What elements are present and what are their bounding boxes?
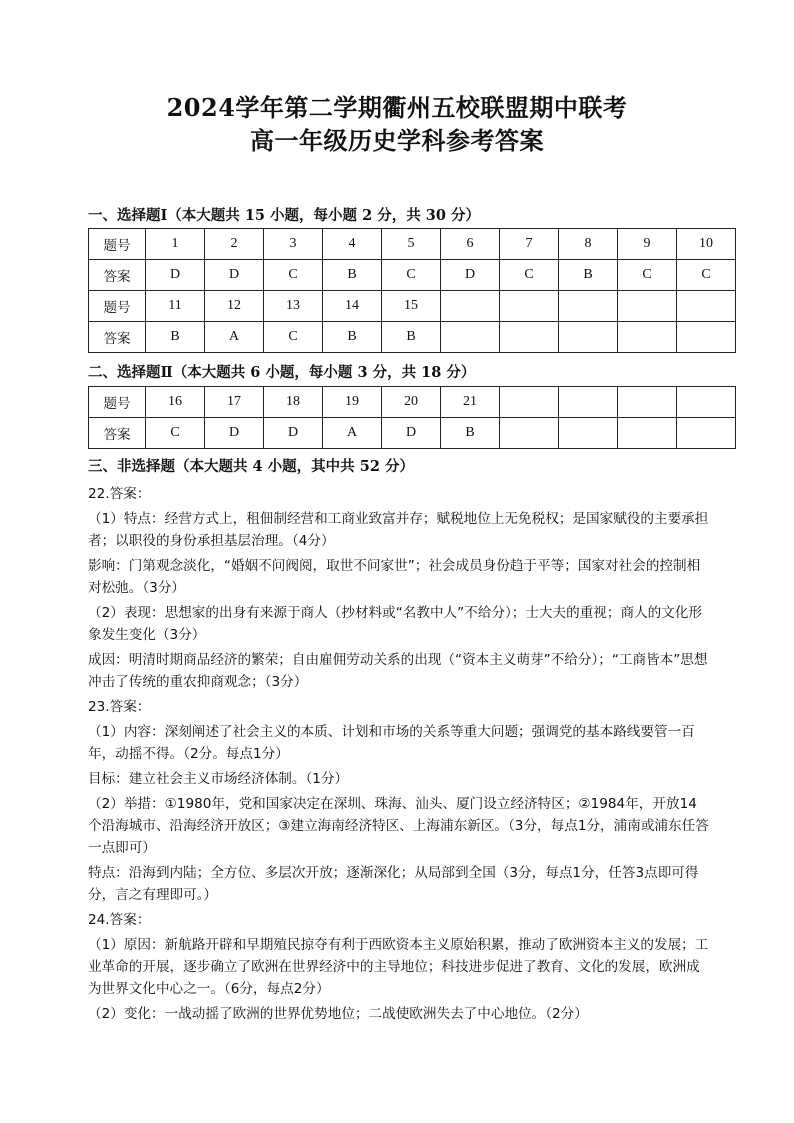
q22-part1-impact: 影响：门第观念淡化，“婚姻不问阀阅，取世不问家世”；社会成员身份趋于平等；国家对社会的控制相对松弛。（3分） (88, 558, 701, 596)
answer-cell: B (146, 322, 205, 353)
q24-part1-reasons: （1）原因：新航路开辟和早期殖民掠夺有利于西欧资本主义原始积累，推动了欧洲资本主义的发展；工业革命的开展，逐步确立了欧洲在世界经济中的主导地位；科技进步促进了教育、文化的发展，欧洲成为世界文化中心之一。（6分，每点2分） (88, 937, 709, 997)
question-label: 题号 (89, 229, 146, 260)
empty-cell (559, 387, 618, 418)
q23-label: 23.答案： (88, 699, 151, 715)
table-row (89, 387, 736, 418)
empty-cell (500, 387, 559, 418)
answer-cell: D (205, 260, 264, 291)
section3-heading: 三、非选择题（本大题共 4 小题，其中共 52 分） (88, 458, 414, 475)
answer-cell: C (618, 260, 677, 291)
answer-label: 答案 (89, 418, 146, 449)
section2-heading: 二、选择题Ⅱ（本大题共 6 小题，每小题 3 分，共 18 分） (88, 364, 476, 381)
q23-part2-measures: （2）举措：①1980年，党和国家决定在深圳、珠海、汕头、厦门设立经济特区；②1984年，开放14个沿海城市、沿海经济开放区；③建立海南经济特区、上海浦东新区。（3分，每点1分，浦南或浦东任答一点即可） (88, 796, 709, 856)
answer-cell: C (146, 418, 205, 449)
table-row (89, 291, 736, 322)
answer-cell: C (264, 260, 323, 291)
question-number: 16 (146, 387, 205, 418)
question-label: 题号 (89, 387, 146, 418)
empty-cell (677, 291, 736, 322)
empty-cell (618, 322, 677, 353)
question-number: 13 (264, 291, 323, 322)
answer-cell: C (264, 322, 323, 353)
empty-cell (618, 387, 677, 418)
question-number: 17 (205, 387, 264, 418)
answer-cell: B (382, 322, 441, 353)
question-number: 8 (559, 229, 618, 260)
empty-cell (618, 291, 677, 322)
section1-answer-table (88, 228, 736, 353)
question-number: 3 (264, 229, 323, 260)
question-number: 11 (146, 291, 205, 322)
answer-cell: D (382, 418, 441, 449)
exam-subtitle: 高一年级历史学科参考答案 (250, 126, 544, 155)
empty-cell (559, 418, 618, 449)
table-row (89, 418, 736, 449)
question-number: 19 (323, 387, 382, 418)
answer-cell: A (205, 322, 264, 353)
question-number: 2 (205, 229, 264, 260)
q22-label: 22.答案： (88, 486, 151, 502)
question-label: 题号 (89, 291, 146, 322)
empty-cell (441, 322, 500, 353)
empty-cell (500, 418, 559, 449)
q22-part1-features: （1）特点：经营方式上，租佃制经营和工商业致富并存；赋税地位上无免税权；是国家赋役的主要承担者；以职役的身份承担基层治理。（4分） (88, 511, 709, 549)
question-number: 6 (441, 229, 500, 260)
answer-cell: D (441, 260, 500, 291)
empty-cell (500, 322, 559, 353)
section1-heading: 一、选择题Ⅰ（本大题共 15 小题，每小题 2 分，共 30 分） (88, 207, 481, 224)
question-number: 18 (264, 387, 323, 418)
q22-part2-causes: 成因：明清时期商品经济的繁荣；自由雇佣劳动关系的出现（“资本主义萌芽”不给分）；“工商皆本”思想冲击了传统的重农抑商观念；（3分） (88, 652, 708, 690)
table-row (89, 260, 736, 291)
q23-part1-content: （1）内容：深刻阐述了社会主义的本质、计划和市场的关系等重大问题；强调党的基本路线要管一百年，动摇不得。（2分。每点1分） (88, 724, 695, 762)
answer-cell: B (323, 322, 382, 353)
q24-part2-changes: （2）变化：一战动摇了欧洲的世界优势地位；二战使欧洲失去了中心地位。（2分） (88, 1006, 588, 1022)
question-number: 10 (677, 229, 736, 260)
answer-cell: C (677, 260, 736, 291)
q22-part2-performance: （2）表现：思想家的出身有来源于商人（抄材料或“名教中人”不给分）；士大夫的重视；商人的文化形象发生变化（3分） (88, 605, 703, 643)
question-number: 14 (323, 291, 382, 322)
answer-cell: D (146, 260, 205, 291)
answer-cell: B (323, 260, 382, 291)
answer-cell: D (264, 418, 323, 449)
question-number: 21 (441, 387, 500, 418)
empty-cell (500, 291, 559, 322)
answer-label: 答案 (89, 322, 146, 353)
answer-cell: A (323, 418, 382, 449)
empty-cell (677, 387, 736, 418)
empty-cell (441, 291, 500, 322)
q23-part2-features: 特点：沿海到内陆；全方位、多层次开放；逐渐深化；从局部到全国（3分，每点1分，任答3点即可得分，言之有理即可。） (88, 865, 699, 903)
question-number: 7 (500, 229, 559, 260)
answer-label: 答案 (89, 260, 146, 291)
table-row (89, 322, 736, 353)
q24-label: 24.答案： (88, 912, 151, 928)
question-number: 9 (618, 229, 677, 260)
table-row (89, 229, 736, 260)
empty-cell (559, 322, 618, 353)
empty-cell (677, 322, 736, 353)
empty-cell (677, 418, 736, 449)
empty-cell (618, 418, 677, 449)
empty-cell (559, 291, 618, 322)
question-number: 4 (323, 229, 382, 260)
section2-answer-table (88, 386, 736, 449)
answer-cell: C (382, 260, 441, 291)
section3-answers (88, 483, 710, 1025)
answer-cell: D (205, 418, 264, 449)
answer-cell: B (441, 418, 500, 449)
question-number: 20 (382, 387, 441, 418)
answer-cell: C (500, 260, 559, 291)
question-number: 12 (205, 291, 264, 322)
question-number: 15 (382, 291, 441, 322)
exam-title: 2024学年第二学期衢州五校联盟期中联考 (166, 93, 628, 122)
question-number: 1 (146, 229, 205, 260)
answer-cell: B (559, 260, 618, 291)
q23-part1-goal: 目标：建立社会主义市场经济体制。（1分） (88, 771, 349, 787)
question-number: 5 (382, 229, 441, 260)
